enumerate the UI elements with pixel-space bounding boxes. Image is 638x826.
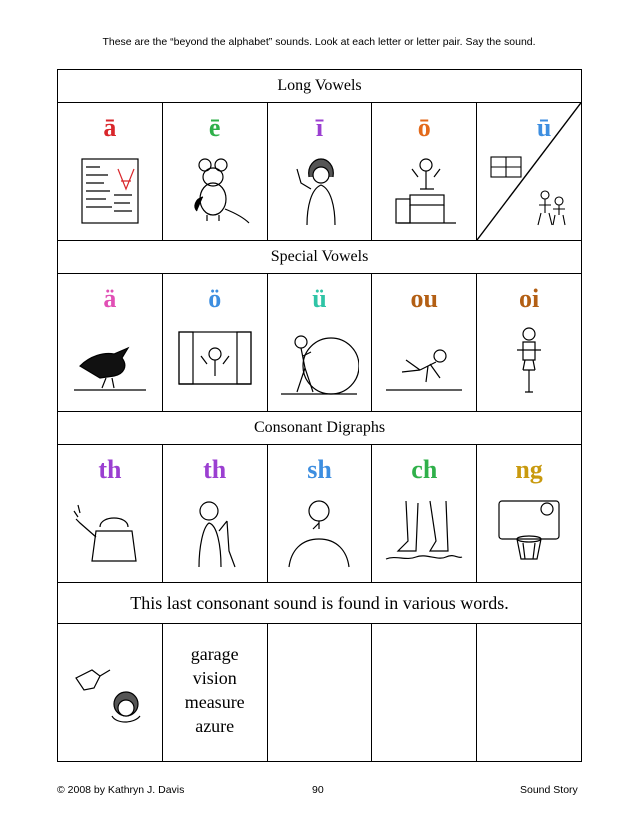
word-list-cell	[163, 624, 268, 761]
section-title-last-sound: This last consonant sound is found in various words.	[58, 583, 581, 624]
sound-cell	[268, 445, 373, 582]
hair-dryer-icon	[70, 660, 150, 732]
sound-cell	[477, 274, 581, 411]
sound-cell	[58, 445, 163, 582]
sound-symbol: ö	[208, 284, 222, 313]
sound-symbol: ī	[315, 113, 324, 142]
sound-symbol: th	[98, 455, 122, 484]
sound-cell	[372, 445, 477, 582]
sound-cell	[268, 274, 373, 411]
section-title-special-vowels: Special Vowels	[58, 241, 581, 274]
sound-symbol: sh	[307, 455, 332, 484]
special-vowels-row	[58, 274, 581, 412]
sound-symbol: ō	[417, 113, 431, 142]
teakettle-icon	[70, 497, 150, 569]
crow-icon	[70, 326, 150, 398]
child-on-chair-icon	[384, 155, 464, 227]
sound-symbol: ā	[103, 113, 117, 142]
empty-cell	[372, 624, 477, 761]
word-item: azure	[195, 716, 235, 736]
singing-boy-icon	[175, 497, 255, 569]
intro-text: These are the “beyond the alphabet” sounds. Look at each letter or letter pair. Say the sound.	[102, 36, 536, 48]
sound-symbol: ē	[208, 113, 221, 142]
sound-symbol: ū	[536, 113, 552, 142]
word-item: measure	[184, 692, 245, 712]
falling-child-icon	[384, 326, 464, 398]
sound-symbol: th	[203, 455, 227, 484]
sound-cell	[477, 103, 581, 240]
pushing-ball-icon	[279, 326, 359, 398]
child-in-window-icon	[175, 326, 255, 398]
sound-symbol: ng	[515, 455, 543, 484]
consonant-digraphs-row	[58, 445, 581, 583]
sound-cell	[58, 274, 163, 411]
mouse-icon	[175, 155, 255, 227]
word-item: vision	[192, 668, 237, 688]
sound-symbol: ch	[411, 455, 438, 484]
window-and-children-icon	[489, 155, 569, 227]
footer-title: Sound Story	[520, 784, 578, 796]
sound-cell	[268, 103, 373, 240]
sound-symbol: ä	[103, 284, 117, 313]
sound-cell	[477, 445, 581, 582]
spelling-paper-icon	[70, 155, 150, 227]
word-list	[163, 642, 267, 738]
section-title-long-vowels: Long Vowels	[58, 70, 581, 103]
sound-cell	[163, 445, 268, 582]
basketball-hoop-icon	[489, 497, 569, 569]
sound-cell	[58, 103, 163, 240]
long-vowels-row	[58, 103, 581, 241]
word-item: garage	[190, 644, 239, 664]
sound-symbol: ou	[410, 284, 439, 313]
walking-boots-icon	[384, 497, 464, 569]
pogo-stick-icon	[489, 326, 569, 398]
last-sound-row	[58, 624, 581, 761]
section-title-consonant-digraphs: Consonant Digraphs	[58, 412, 581, 445]
sound-cell	[163, 103, 268, 240]
sound-cell	[58, 624, 163, 761]
empty-cell	[268, 624, 373, 761]
sound-cell	[372, 103, 477, 240]
footer-copyright: © 2008 by Kathryn J. Davis	[57, 784, 185, 796]
empty-cell	[477, 624, 581, 761]
sound-chart	[57, 69, 582, 762]
footer-page-number: 90	[312, 784, 324, 796]
sound-symbol: oi	[518, 284, 540, 313]
sound-cell	[163, 274, 268, 411]
sound-symbol: ü	[312, 284, 327, 313]
shushing-girl-icon	[279, 497, 359, 569]
girl-waving-icon	[279, 155, 359, 227]
sound-cell	[372, 274, 477, 411]
